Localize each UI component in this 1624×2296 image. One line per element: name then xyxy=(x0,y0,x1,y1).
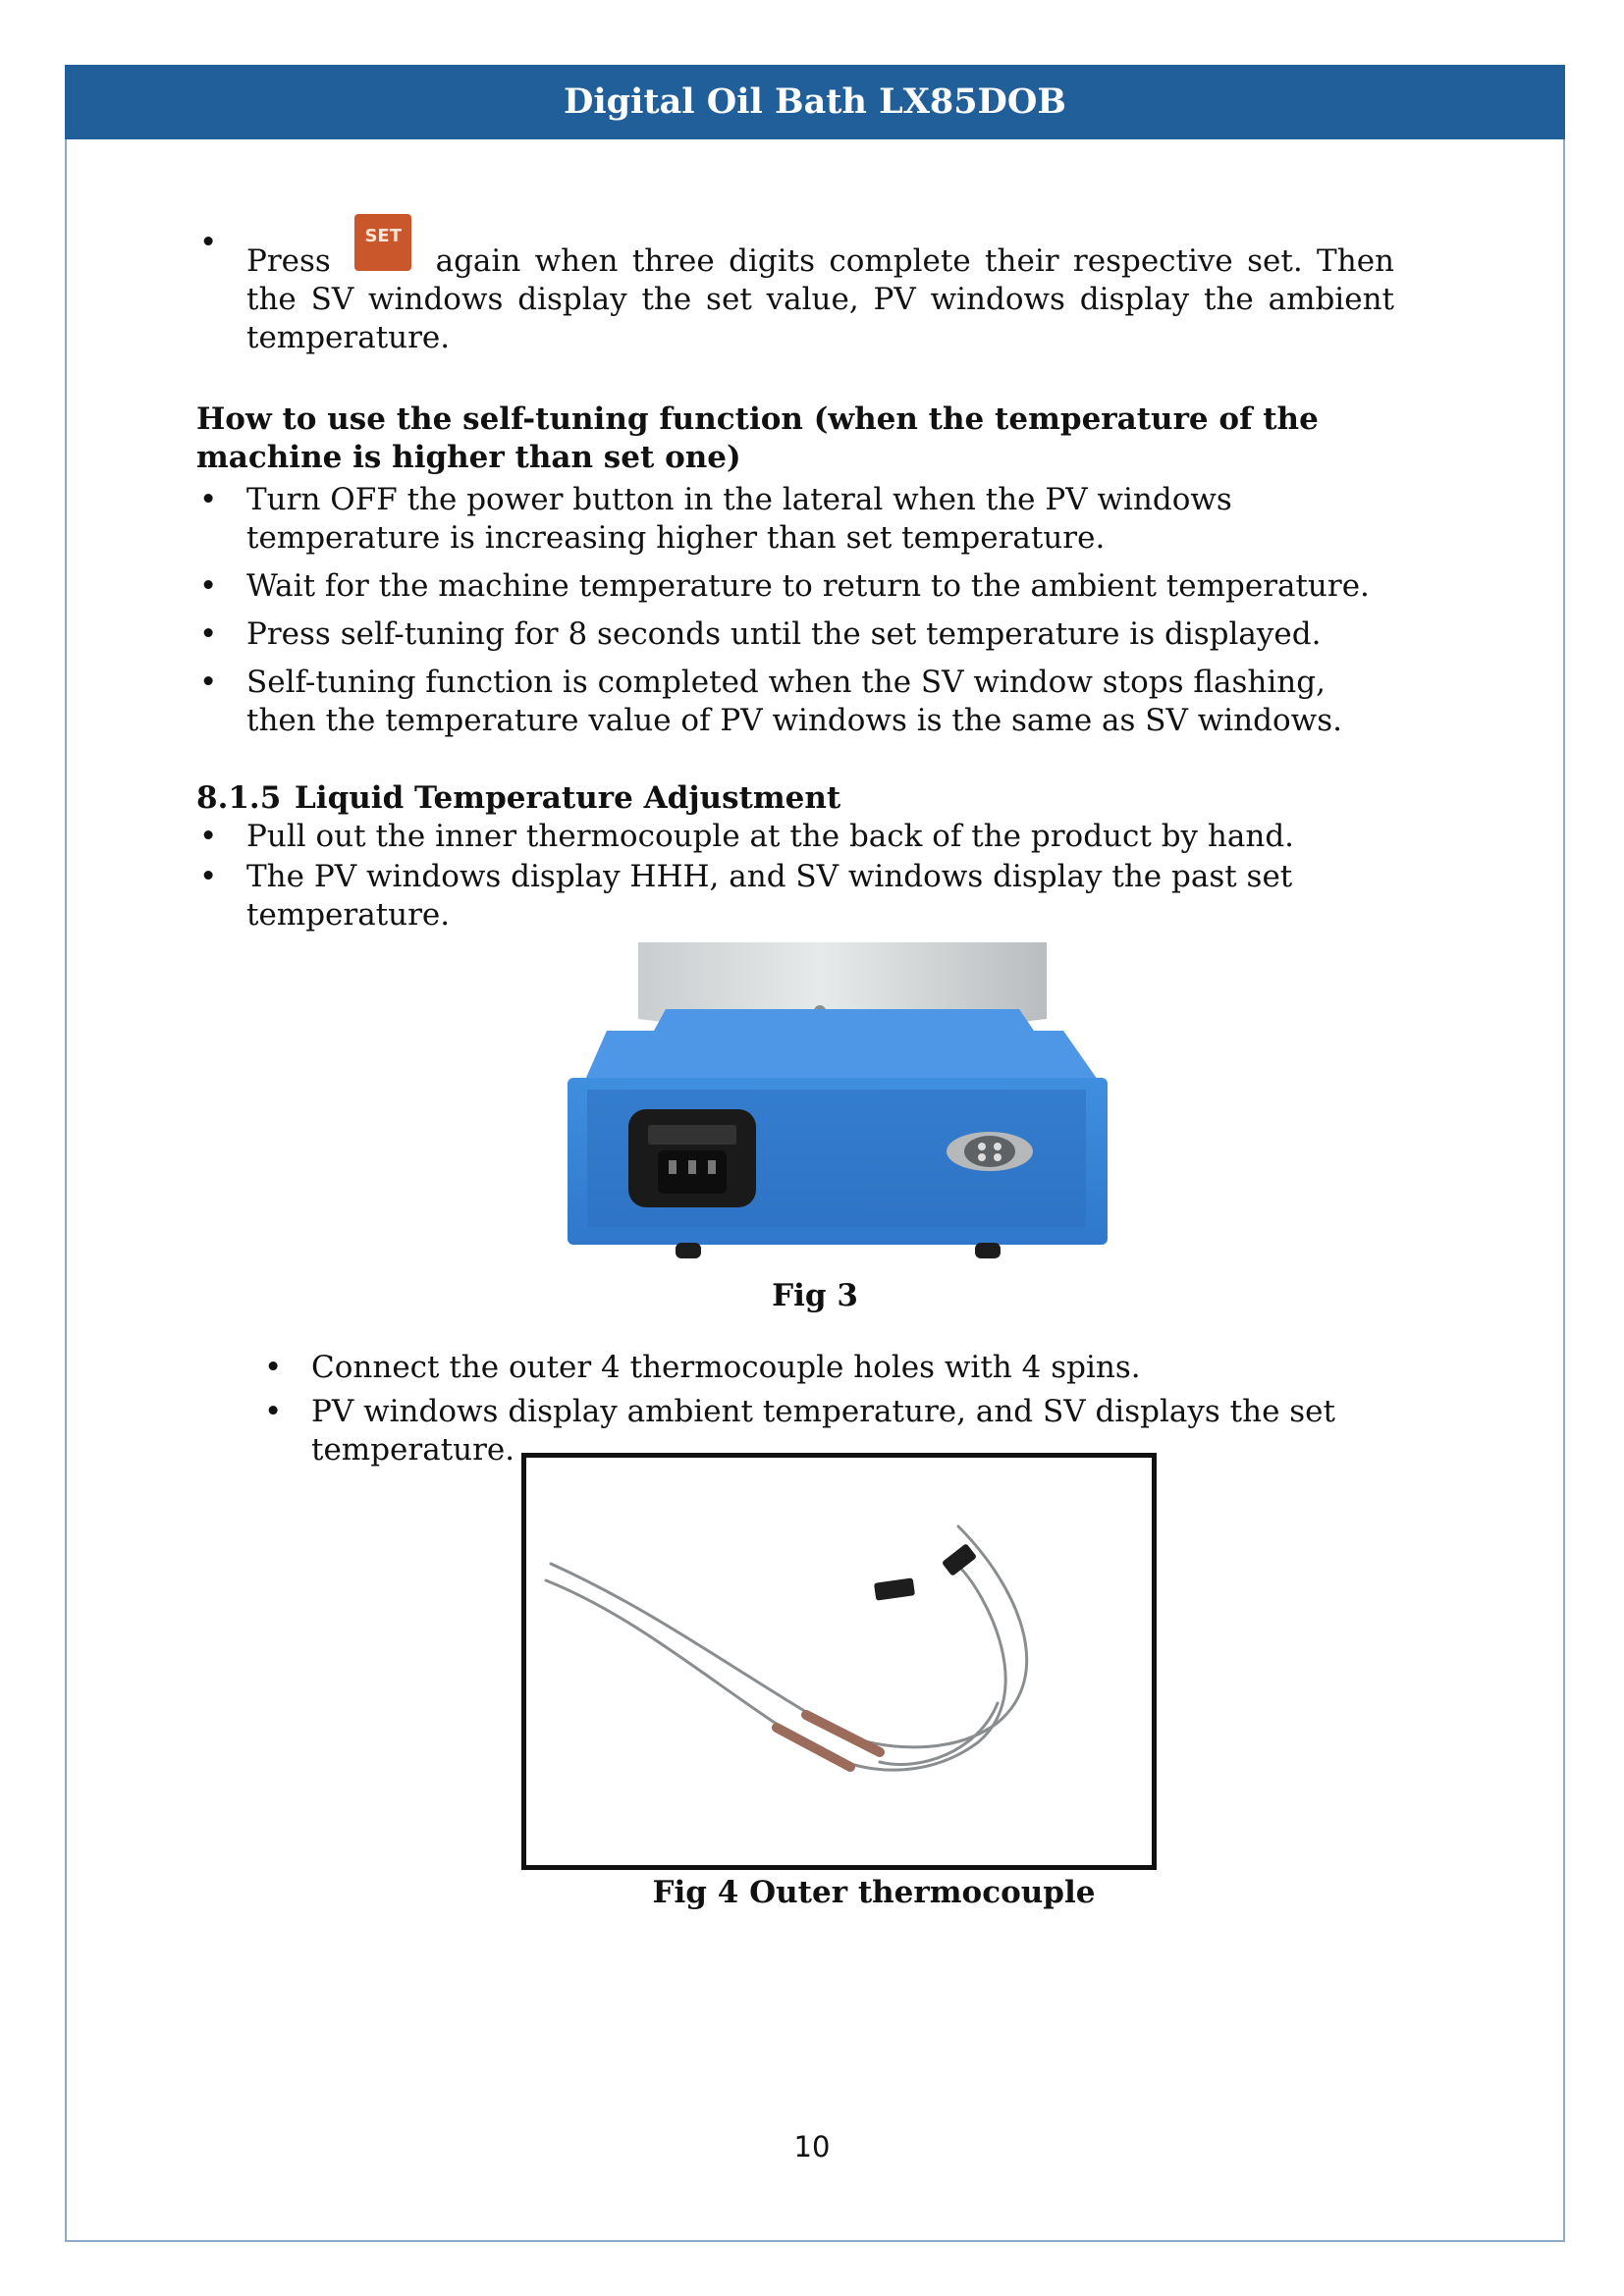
list-item: • The PV windows display HHH, and SV windows display the past set temperature. xyxy=(199,859,1293,933)
page-header xyxy=(65,65,1565,139)
list-item: • Self-tuning function is completed when the SV window stops flashing, then the temperature value of PV windows is the same as SV windows. xyxy=(199,665,1342,738)
list-item: • Turn OFF the power button in the lateral when the PV windows temperature is increasing higher than set temperature. xyxy=(199,482,1232,556)
section-heading xyxy=(196,779,1394,818)
liquid-temperature-list xyxy=(196,818,1394,934)
page-number: 10 xyxy=(793,2130,831,2163)
list-item: • PV windows display ambient temperature, and SV displays the set temperature. xyxy=(264,1394,1335,1468)
fig4-caption: Fig 4 Outer thermocouple xyxy=(652,1875,1096,1910)
fig3-caption: Fig 3 xyxy=(772,1278,858,1313)
set-button-icon: SET xyxy=(354,214,411,271)
intro-list xyxy=(196,224,1394,357)
section-title: Liquid Temperature Adjustment xyxy=(295,780,841,816)
list-item: • Press SET again when three digits complete their respective set. Then the SV windows display the set value, PV windows display the ambient temperature. xyxy=(196,224,1394,357)
list-item: • Connect the outer 4 thermocouple holes with 4 spins. xyxy=(264,1350,1141,1385)
section-number: 8.1.5 xyxy=(196,780,282,816)
main-content xyxy=(196,216,1394,944)
connection-list xyxy=(261,1349,1489,1469)
list-item: • Press self-tuning for 8 seconds until the set temperature is displayed. xyxy=(199,616,1322,652)
list-item: • Wait for the machine temperature to return to the ambient temperature. xyxy=(199,568,1370,604)
oil-bath-rear-image xyxy=(568,942,1108,1271)
document-title: Digital Oil Bath LX85DOB xyxy=(564,81,1066,122)
list-item: • Pull out the inner thermocouple at the back of the product by hand. xyxy=(199,819,1295,854)
self-tuning-heading: How to use the self-tuning function (when the temperature of the machine is higher than set one) xyxy=(196,401,1319,475)
self-tuning-list xyxy=(196,481,1394,740)
outer-thermocouple-figure xyxy=(521,1453,1157,1870)
thermocouple-image xyxy=(526,1458,1152,1865)
